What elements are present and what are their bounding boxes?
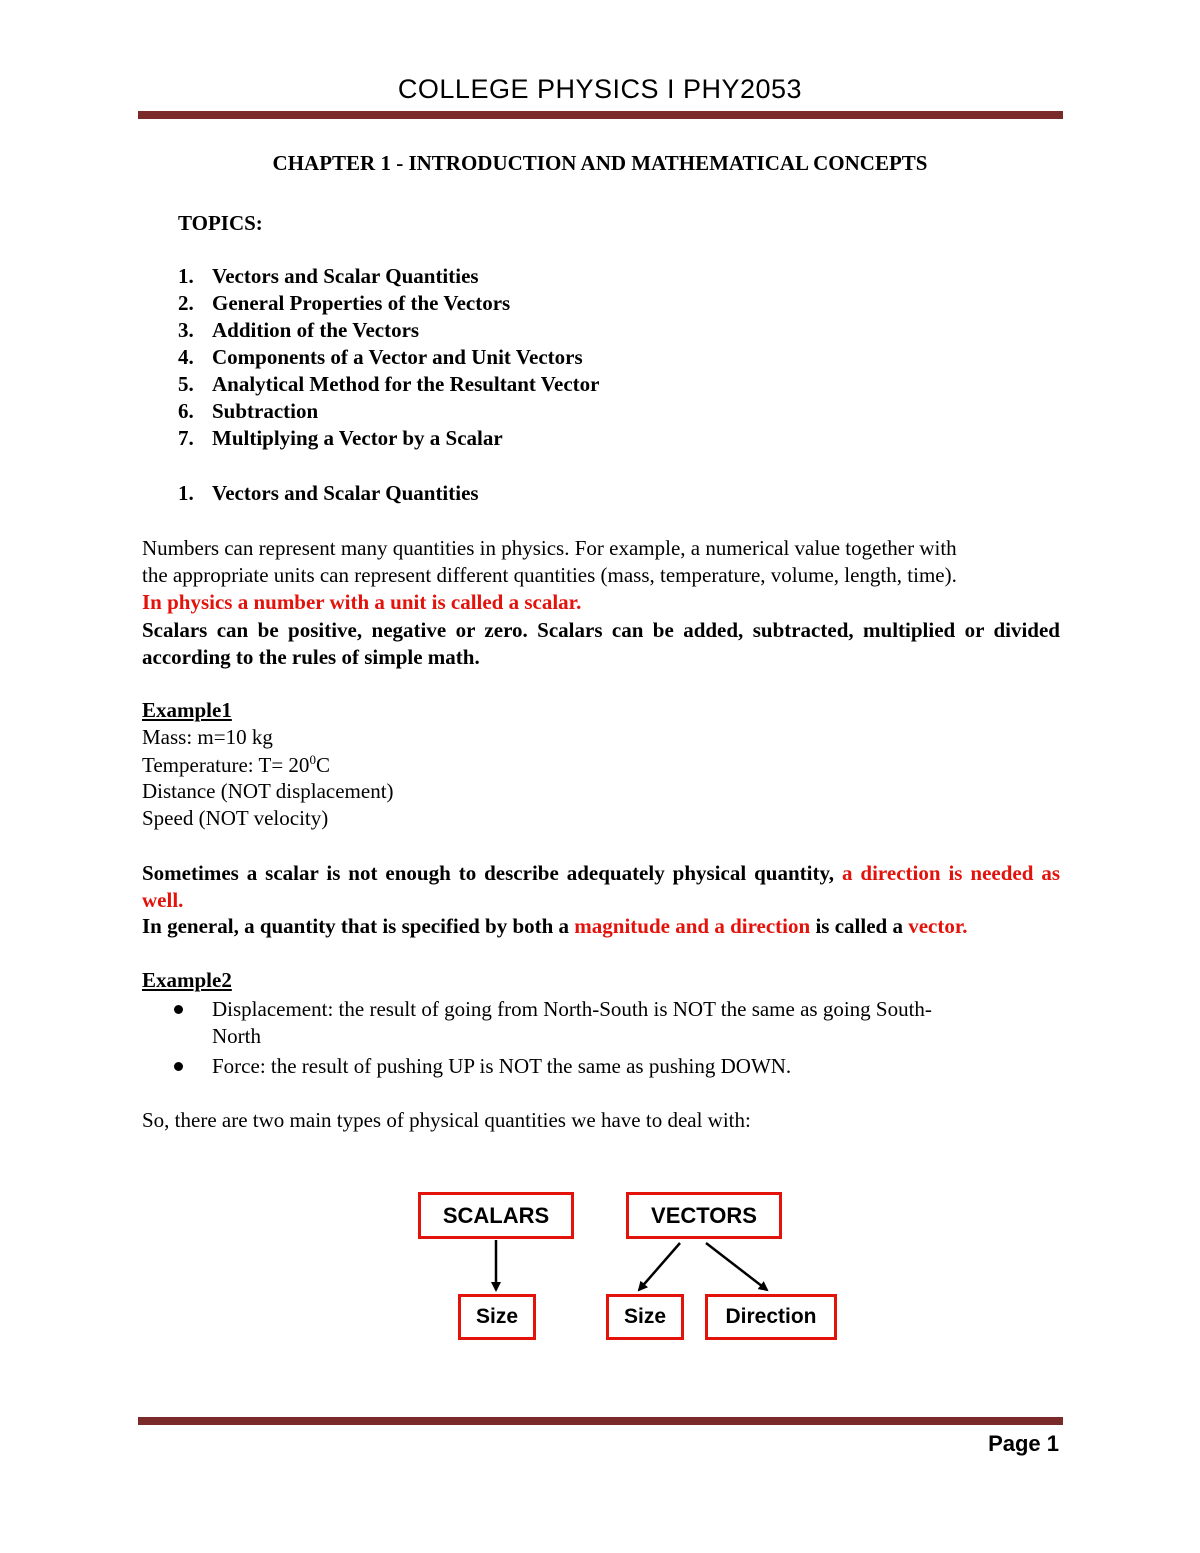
footer-rule — [138, 1417, 1063, 1425]
vectors-box: VECTORS — [626, 1192, 782, 1239]
example2-bullet-force: Force: the result of pushing UP is NOT the same as pushing DOWN. — [212, 1054, 792, 1078]
example1-speed: Speed (NOT velocity) — [142, 806, 329, 830]
example1-mass: Mass: m=10 kg — [142, 725, 273, 749]
list-item: 1. Vectors and Scalar Quantities — [178, 264, 479, 288]
page-number: Page 1 — [988, 1431, 1059, 1456]
example2-bullet-displacement-cont: North — [212, 1024, 261, 1048]
list-item: 3. Addition of the Vectors — [178, 318, 420, 342]
vectors-to-direction-arrow — [706, 1243, 767, 1290]
intro-paragraph-line: the appropriate units can represent different quantities (mass, temperature, volume, length, time). — [142, 563, 957, 587]
vector-size-box: Size — [606, 1294, 684, 1340]
scalars-box: SCALARS — [418, 1192, 574, 1239]
intro-paragraph-line: Numbers can represent many quantities in physics. For example, a numerical value together with — [142, 536, 957, 560]
vectors-to-size-arrow — [639, 1243, 680, 1290]
chapter-title: CHAPTER 1 - INTRODUCTION AND MATHEMATICAL CONCEPTS — [272, 151, 928, 175]
bullet-icon — [174, 1005, 183, 1014]
topics-label: TOPICS: — [178, 211, 263, 235]
list-item: 6. Subtraction — [178, 399, 319, 423]
summary-text: So, there are two main types of physical quantities we have to deal with: — [142, 1108, 751, 1132]
scalar-size-box: Size — [458, 1294, 536, 1340]
header-rule — [138, 111, 1063, 119]
example1-temperature: Temperature: $T= 20^0C$ — [142, 752, 330, 777]
vector-direction-box: Direction — [705, 1294, 837, 1340]
example2-title: Example2 — [142, 968, 232, 992]
header-title: COLLEGE PHYSICS I PHY2053 — [397, 74, 803, 104]
example1-distance: Distance (NOT displacement) — [142, 779, 394, 803]
list-item: 7. Multiplying a Vector by a Scalar — [178, 426, 503, 450]
example1-title: Example1 — [142, 698, 232, 722]
vector-definition: In general, a quantity that is specified by both a magnitude and a direction is called a vector. — [142, 914, 968, 938]
list-item: 4. Components of a Vector and Unit Vectors — [178, 345, 583, 369]
scalar-definition: In physics a number with a unit is called a scalar. — [142, 590, 582, 614]
list-item: 5. Analytical Method for the Resultant Vector — [178, 372, 600, 396]
example2-bullet-displacement: Displacement: the result of going from North-South is NOT the same as going South- — [212, 997, 932, 1021]
vector-intro-paragraph: Sometimes a scalar is not enough to describe adequately physical quantity, a direction is needed as well. — [142, 861, 1060, 912]
list-item: 2. General Properties of the Vectors — [178, 291, 511, 315]
scalar-rules: Scalars can be positive, negative or zero. Scalars can be added, subtracted, multiplied or divided according to the rules of simple math. — [142, 618, 1060, 669]
bullet-icon — [174, 1062, 183, 1071]
section-heading: 1. Vectors and Scalar Quantities — [178, 481, 479, 505]
